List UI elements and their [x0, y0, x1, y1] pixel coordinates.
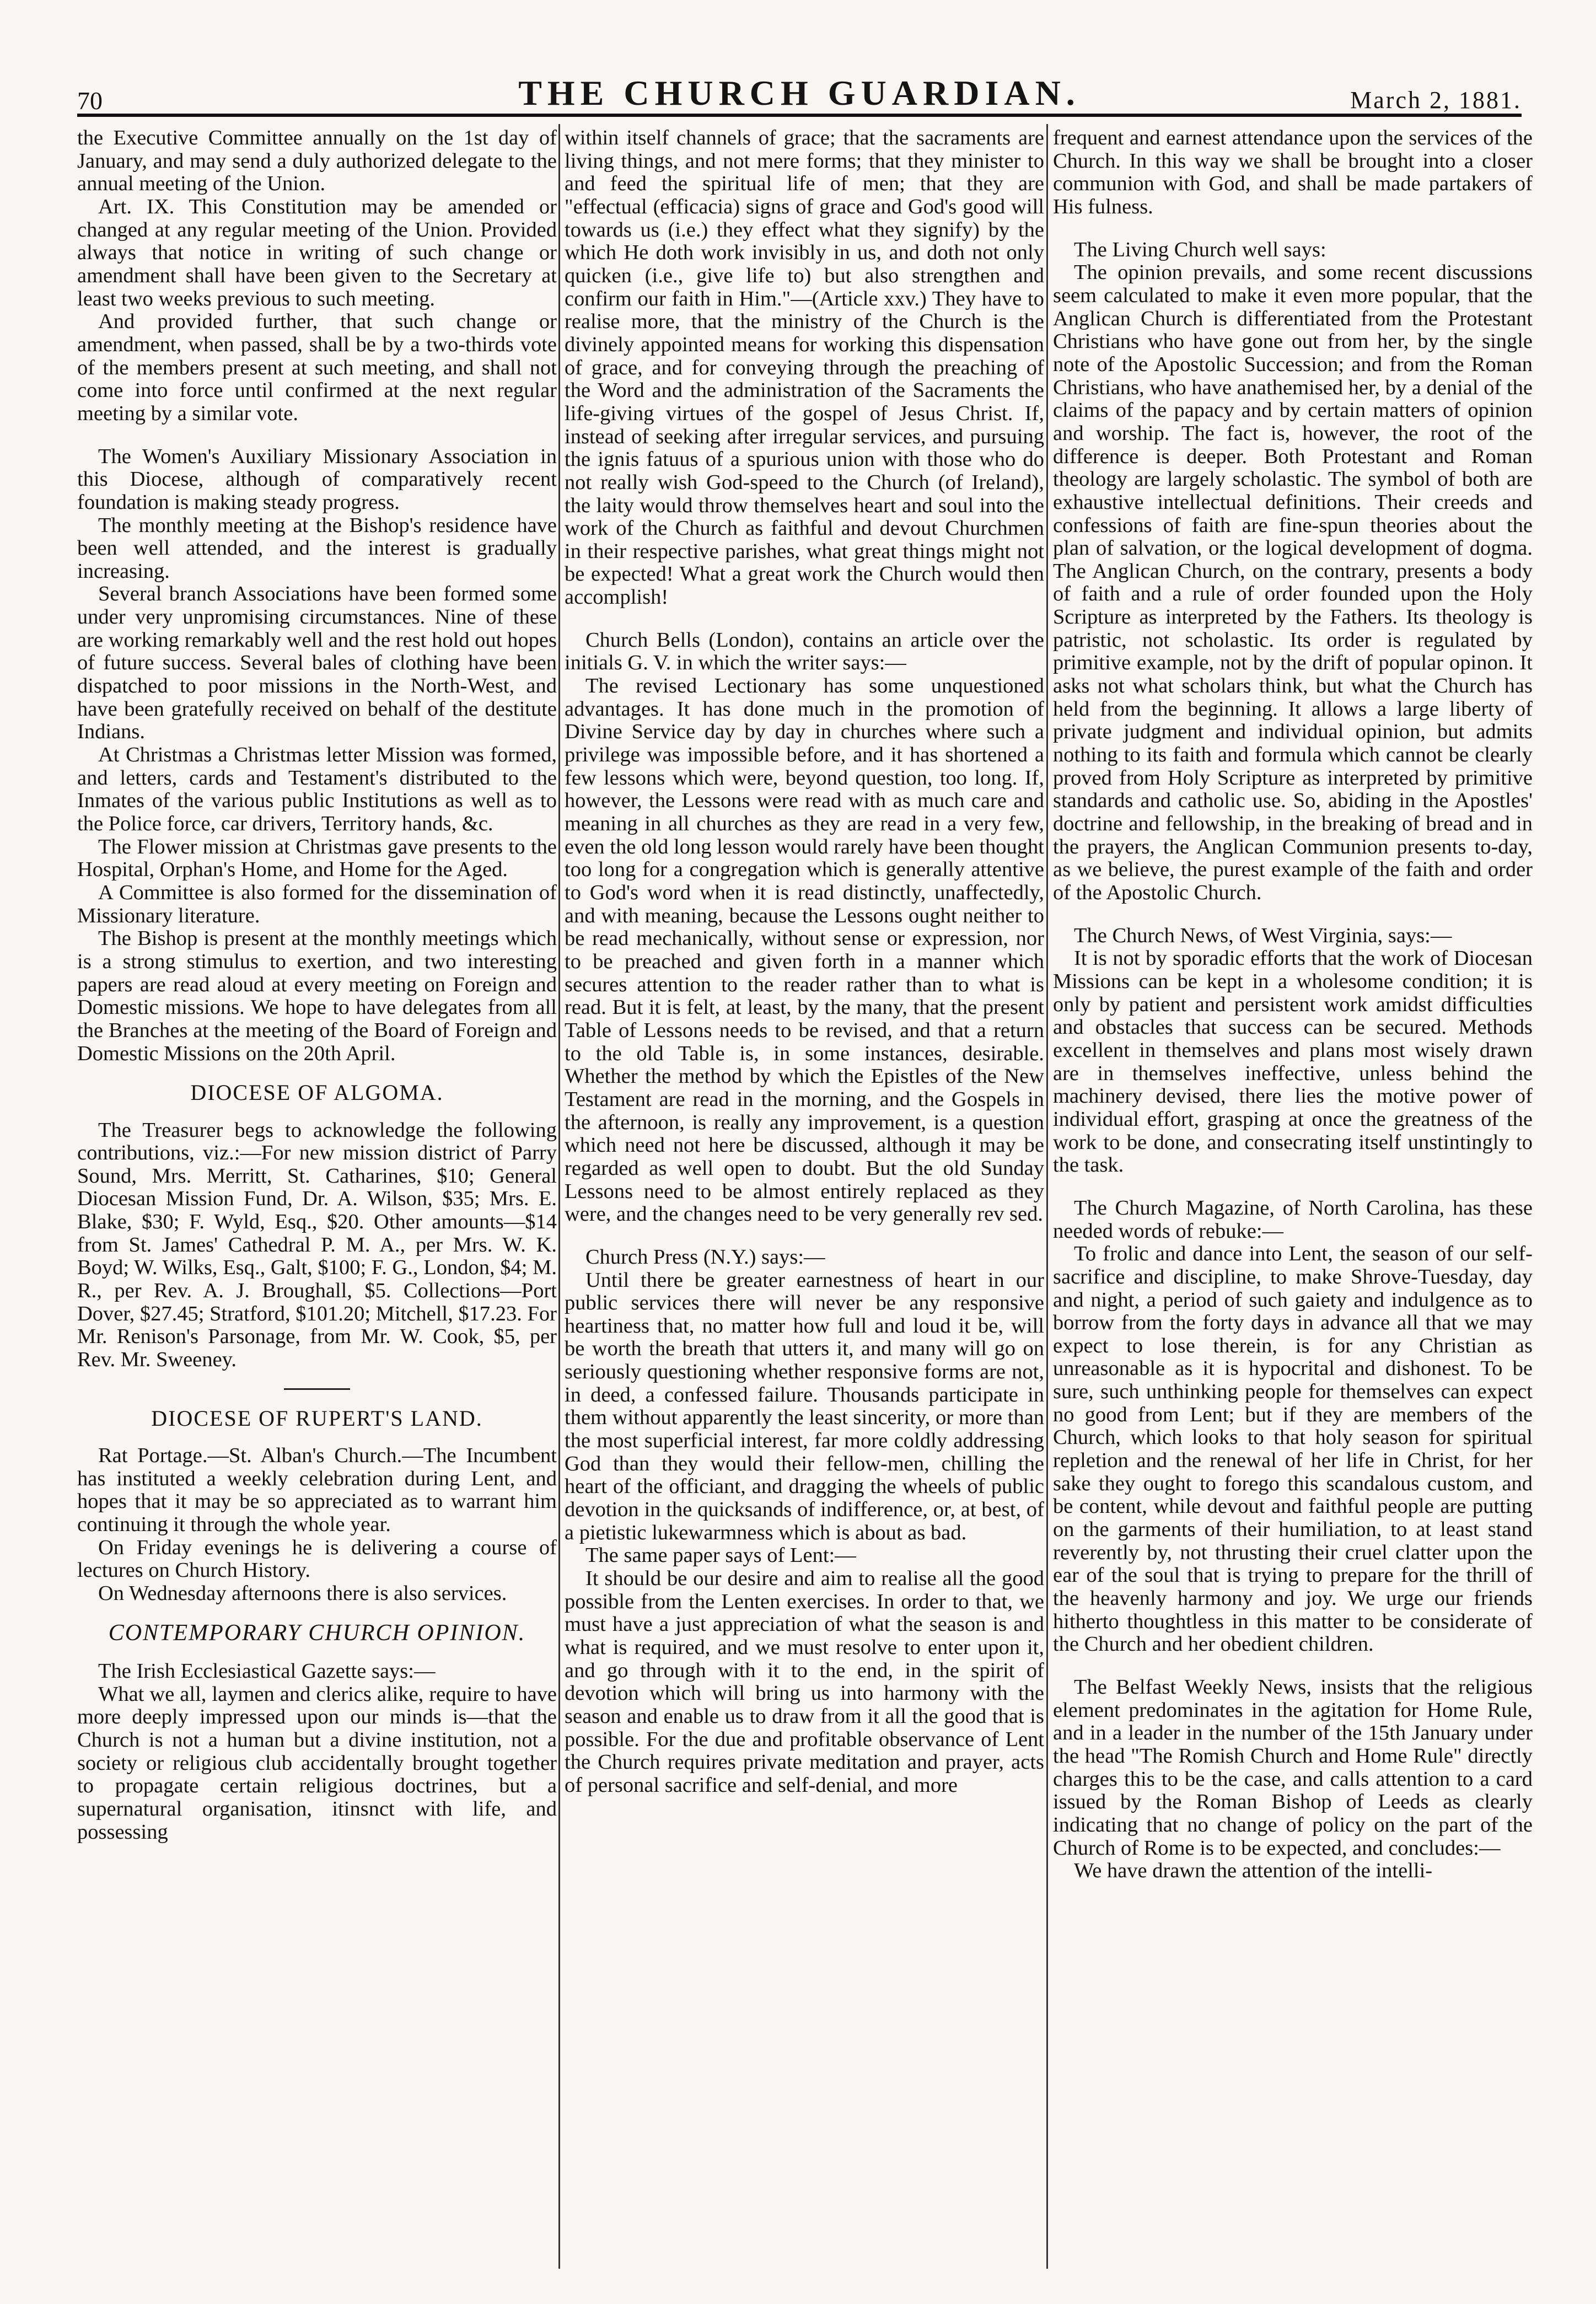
article-paragraph: On Friday evenings he is delivering a course of lectures on Church History.	[77, 1535, 557, 1582]
article-paragraph: It is not by sporadic efforts that the work of Diocesan Missions can be kept in a wholesome condition; it is only by patient and persistent work amidst difficulties and obstacles that success can be secured. Methods excellent in themselves and plans most wisely drawn are in themselves ineffective, unless behind the machinery devised, there lies the motive power of individual effort, grasping at once the greatness of the work to be done, and consecrating itself unstintingly to the task.	[1053, 947, 1533, 1177]
spacer	[77, 426, 557, 445]
section-heading: CONTEMPORARY CHURCH OPINION.	[108, 1620, 526, 1646]
spacer	[1053, 219, 1533, 239]
article-paragraph: The Church News, of West Virginia, says:—	[1074, 923, 1452, 947]
article-paragraph: Church Bells (London), contains an article over the initials G. V. in which the writer says:—	[565, 628, 1044, 675]
article-paragraph: Art. IX. This Constitution may be amended or changed at any regular meeting of the Union. Provided always that notice in writing of such change or amendment shall have been given to the Secretary at least two weeks previous to such meeting.	[77, 195, 557, 310]
article-paragraph: within itself channels of grace; that the sacraments are living things, and not mere forms; that they minister to and feed the spiritual life of men; that they are "effectual (efficacia) signs of grace and God's good will towards us (i.e.) they effect what they signify) by the which He doth work invisibly in us, and doth not only quicken (i.e., give life to) but also strengthen and confirm our faith in Him."—(Article xxv.) They have to realise more, that the ministry of the Church is the divinely appointed means for working this dispensation of grace, and for conveying through the preaching of the Word and the administration of the Sacraments the life-giving virtues of the gospel of Jesus Christ. If, instead of seeking after irregular services, and pursuing the ignis fatuus of a spurious union with those who do not really wish God-speed to the Church (of Ireland), the laity would throw themselves heart and soul into the work of the Church as faithful and devout Churchmen in their respective parishes, what great things might not be expected! What a great work the Church would then accomplish!	[565, 127, 1044, 609]
spacer	[1053, 1177, 1533, 1197]
masthead	[77, 71, 1522, 117]
article-paragraph: the Executive Committee annually on the 1st day of January, and may send a duly authorized delegate to the annual meeting of the Union.	[77, 127, 557, 196]
section-heading: DIOCESE OF RUPERT'S LAND.	[151, 1405, 483, 1431]
article-paragraph: It should be our desire and aim to realise all the good possible from the Lenten exercises. In order to that, we must have a just appreciation of what the season is and what is required, and we must resolve to enter upon it, and go through with it to the end, in the spirit of devotion which will bring us into harmony with the season and enable us to draw from it all the good that is possible. For the due and profitable observance of Lent the Church requires private meditation and prayer, acts of personal sacrifice and self-denial, and more	[565, 1567, 1044, 1797]
issue-date: March 2, 1881.	[1350, 87, 1522, 114]
article-paragraph: Church Press (N.Y.) says:—	[585, 1245, 825, 1269]
spacer	[1053, 905, 1533, 925]
article-paragraph: frequent and earnest attendance upon the services of the Church. In this way we shall be brought into a closer communion with God, and shall be made partakers of His fulness.	[1053, 127, 1533, 218]
article-paragraph: Until there be greater earnestness of heart in our public services there will never be any responsive heartiness that, no matter how full and loud it be, will be worth the breath that utters it, and many will go on seriously questioning whether responsive forms are not, in deed, a confessed failure. Thousands participate in them without apparently the least sincerity, or more than the most superficial interest, far more coldly addressing God than they would their fellow-men, chilling the heart of the officiant, and dragging the wheels of public devotion in the quicksands of indifference, or, at best, of a pietistic lukewarmness which is about as bad.	[565, 1268, 1044, 1544]
article-paragraph: The same paper says of Lent:—	[585, 1544, 856, 1567]
article-paragraph: The Women's Auxiliary Missionary Association in this Diocese, although of comparatively recent foundation is making steady progress.	[77, 444, 557, 514]
article-paragraph: The monthly meeting at the Bishop's residence have been well attended, and the interest is gradually increasing.	[77, 513, 557, 583]
article-paragraph: Rat Portage.—St. Alban's Church.—The Incumbent has instituted a weekly celebration during Lent, and hopes that it may be so appreciated as to warrant him continuing it through the whole year.	[77, 1444, 557, 1536]
article-paragraph: The Irish Ecclesiastical Gazette says:—	[98, 1659, 436, 1683]
article-paragraph: The revised Lectionary has some unquestioned advantages. It has done much in the promotion of Divine Service day by day in churches where such a privilege was impossible before, and it has shortened a few lessons which were, beyond question, too long. If, however, the Lessons were read with as much care and meaning in all churches as they are read in a very few, even the old long lesson would rarely have been thought too long for a congregation which is generally attentive to God's word when it is read distinctly, unaffectedly, and with meaning, because the Lessons ought neither to be read mechanically, without sense or expression, nor to be preached and given forth in a manner which secures attention to the reader rather than to what is read. But it is felt, at least, by the many, that the present Table of Lessons needs to be revised, and that a return to the old Table is, in some instances, desirable. Whether the method by which the Epistles of the New Testament are read in the morning, and the Gospels in the afternoon, is really any improvement, is a question which need not here be discussed, although it may be regarded as well open to doubt. But the old Sunday Lessons need to be almost entirely replaced as they were, and the changes need to be very generally rev sed.	[565, 674, 1044, 1226]
spacer	[1053, 1656, 1533, 1676]
column-2	[565, 127, 1044, 2266]
article-paragraph: On Wednesday afternoons there is also services.	[98, 1581, 507, 1605]
spacer	[565, 1226, 1044, 1246]
article-paragraph: At Christmas a Christmas letter Mission was formed, and letters, cards and Testament's distributed to the Inmates of the various public Institutions as well as to the Police force, car drivers, Territory hands, &c.	[77, 743, 557, 836]
article-paragraph: The Church Magazine, of North Carolina, has these needed words of rebuke:—	[1053, 1196, 1533, 1243]
section-heading: DIOCESE OF ALGOMA.	[190, 1080, 444, 1105]
article-paragraph: The opinion prevails, and some recent discussions seem calculated to make it even more popular, that the Anglican Church is differentiated from the Protestant Christians who have gone out from her, by the single note of the Apostolic Succession; and from the Roman Christians, who have anathemised her, by a denial of the claims of the papacy and by certain matters of opinion and worship. The fact is, however, the root of the difference is deeper. Both Protestant and Roman theology are largely scholastic. The symbol of both are exhaustive intellectual definitions. Their creeds and confessions of faith are fine-spun theories about the plan of salvation, or the logical development of dogma. The Anglican Church, on the contrary, presents a body of faith and a rule of order founded upon the Holy Scripture as interpreted by the Fathers. Its theology is patristic, not scholastic. Its order is regulated by primitive example, not by the drift of popular opinon. It asks not what scholars think, but what the Church has held from the beginning. It allows a large liberty of private judgment and individual opinion, but admits nothing to its faith and formula which cannot be clearly proved from Holy Scripture as interpreted by primitive standards and catholic use. So, abiding in the Apostles' doctrine and fellowship, in the breaking of bread and in the prayers, the Anglican Communion presents to-day, as we believe, the purest example of the faith and order of the Apostolic Church.	[1053, 261, 1533, 904]
article-paragraph: Several branch Associations have been formed some under very unpromising circumstances. Nine of these are working remarkably well and the rest hold out hopes of future success. Several bales of clothing have been dispatched to poor missions in the North-West, and have been gratefully received on behalf of the destitute Indians.	[77, 582, 557, 744]
spacer	[565, 609, 1044, 629]
column-3	[1053, 127, 1533, 2266]
section-divider	[284, 1388, 350, 1390]
page-number: 70	[77, 87, 103, 115]
column-rule	[1046, 124, 1048, 2269]
article-paragraph: To frolic and dance into Lent, the season of our self-sacrifice and discipline, to make Shrove-Tuesday, day and night, a period of such gaiety and indulgence as to borrow from the forty days in advance all that we may expect to lose therein, is for any Christian as unreasonable as it is hypocrital and dishonest. To be sure, such unthinking people for themselves can expect no good from Lent; but if they are members of the Church, which looks to that holy season for spiritual repletion and the renewal of her life in Christ, for her sake they ought to forego this scandalous custom, and be content, while devout and faithful people are putting on the garments of their humiliation, to at least stand reverently by, not thrusting their cruel clatter upon the ear of the soul that is trying to prepare for the thrill of the heavenly harmony and joy. We urge our friends hitherto thoughtless in this matter to be considerate of the Church and her obedient children.	[1053, 1242, 1533, 1656]
article-paragraph: A Committee is also formed for the dissemination of Missionary literature.	[77, 881, 557, 927]
article-paragraph: And provided further, that such change or amendment, when passed, shall be by a two-thirds vote of the members present at such meeting, and shall not come into force until confirmed at the next regular meeting by a similar vote.	[77, 310, 557, 425]
article-paragraph: We have drawn the attention of the intelli-	[1074, 1859, 1433, 1883]
column-rule	[558, 124, 560, 2269]
article-paragraph: What we all, laymen and clerics alike, require to have more deeply impressed upon our minds is—that the Church is not a human but a divine institution, not a society or religious club accidentally brought together to propagate certain religious doctrines, but a supernatural organisation, itinsnct with life, and possessing	[77, 1682, 557, 1844]
article-paragraph: The Flower mission at Christmas gave presents to the Hospital, Orphan's Home, and Home for the Aged.	[77, 835, 557, 882]
article-paragraph: The Living Church well says:	[1074, 238, 1326, 261]
column-1	[77, 127, 557, 2266]
article-paragraph: The Belfast Weekly News, insists that the religious element predominates in the agitation for Home Rule, and in a leader in the number of the 15th January under the head "The Romish Church and Home Rule" directly charges this to be the case, and calls attention to a card issued by the Roman Bishop of Leeds as clearly indicating that no change of policy on the part of the Church of Rome is to be expected, and concludes:—	[1053, 1675, 1533, 1860]
article-paragraph: The Bishop is present at the monthly meetings which is a strong stimulus to exertion, and two interesting papers are read aloud at every meeting on Foreign and Domestic missions. We hope to have delegates from all the Branches at the meeting of the Board of Foreign and Domestic Missions on the 20th April.	[77, 927, 557, 1065]
article-paragraph: The Treasurer begs to acknowledge the following contributions, viz.:—For new mission district of Parry Sound, Mrs. Merritt, St. Catharines, $10; General Diocesan Mission Fund, Dr. A. Wilson, $35; Mrs. E. Blake, $30; F. Wyld, Esq., $20. Other amounts—$14 from St. James' Cathedral P. M. A., per Mrs. W. K. Boyd; W. Wilks, Esq., Galt, $100; F. G., London, $4; M. R., per Rev. A. J. Broughall, $5. Collections—Port Dover, $27.45; Stratford, $101.20; Mitchell, $17.23. For Mr. Renison's Parsonage, from Mr. W. Cook, $5, per Rev. Mr. Sweeney.	[77, 1118, 557, 1372]
newspaper-title: THE CHURCH GUARDIAN.	[518, 73, 1081, 112]
